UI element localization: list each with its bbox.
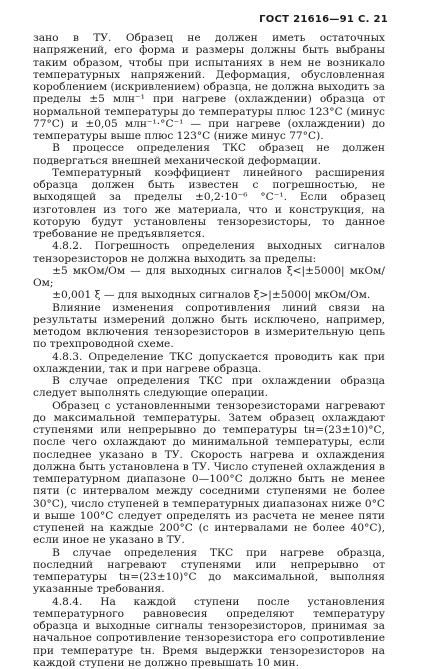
paragraph-line-resistance: Влияние изменения сопротивления линий связи на результаты измерений должно быть исключено, например, методом включения тензорезисторов в измерительную цепь по трехпроводной схеме.	[33, 302, 385, 351]
paragraph-continuation: зано в ТУ. Образец не должен иметь остаточных напряжений, его форма и размеры должны быть выбраны таким образом, чтобы при испытаниях в нем не возникало температурных напряжений. Деформация, обусловленная короблением (искривлением) образца, не должна выходить за пределы ±5 млн⁻¹ при нагреве (охлаждении) образца от нормальной температуры до температуры плюс 123°С (минус 77°С) и ±0,05 млн⁻¹·°С⁻¹ — при нагреве (охлаждении) до температуры выше плюс 123°С (ниже минус 77°С).	[33, 32, 385, 142]
document-body	[33, 32, 385, 669]
limit-item-1: ±5 мкОм/Ом — для выходных сигналов ξ<|±5000| мкОм/Ом;	[33, 265, 385, 290]
clause-4-8-3: 4.8.3. Определение ТКС допускается проводить как при охлаждении, так и при нагреве образца.	[33, 351, 385, 376]
clause-4-8-2: 4.8.2. Погрешность определения выходных сигналов тензорезисторов не должна выходить за пределы:	[33, 240, 385, 265]
clause-4-8-4: 4.8.4. На каждой ступени после установления температурного равновесия определяют температуру образца и выходные сигналы тензорезисторов, принимая за начальное сопротивление тензорезистора его сопротивление при температуре tн. Время выдержки тензорезисторов на каждой ступени не должно превышать 10 мин.	[33, 596, 385, 669]
paragraph-deformation: В процессе определения ТКС образец не должен подвергаться внешней механической деформации.	[33, 142, 385, 167]
limit-item-2: ±0,001 ξ — для выходных сигналов ξ>|±5000| мкОм/Ом.	[33, 289, 385, 301]
running-header: ГОСТ 21616—91 С. 21	[259, 14, 388, 25]
paragraph-expansion-coefficient: Температурный коэффициент линейного расширения образца должен быть известен с погрешностью, не выходящей за пределы ±0,2·10⁻⁶ °С⁻¹. Если образец изготовлен из того же материала, что и конструкция, на которую будут установлены тензорезисторы, то данное требование не предъявляется.	[33, 167, 385, 241]
paragraph-heating-case: В случае определения ТКС при нагреве образца, последний нагревают ступенями или непрерывно от температуры tн=(23±10)°С до максимальной, выполняя указанные требования.	[33, 547, 385, 596]
paragraph-cooling-procedure: Образец с установленными тензорезисторами нагревают до максимальной температуры. Затем образец охлаждают ступенями или непрерывно до температуры tн=(23±10)°С, после чего охлаждают до минимальной температуры, если последнее указано в ТУ. Скорость нагрева и охлаждения должна быть установлена в ТУ. Число ступеней охлаждения в температурном диапазоне 0—100°С должно быть не менее пяти (с интервалом между соседними ступенями не более 30°С), число ступеней в температурных диапазонах ниже 0°С и выше 100°С следует определять из расчета не менее пяти ступеней на каждые 200°С (с интервалами не более 40°С), если иное не указано в ТУ.	[33, 400, 385, 547]
paragraph-cooling-case: В случае определения ТКС при охлаждении образца следует выполнять следующие операции.	[33, 375, 385, 400]
